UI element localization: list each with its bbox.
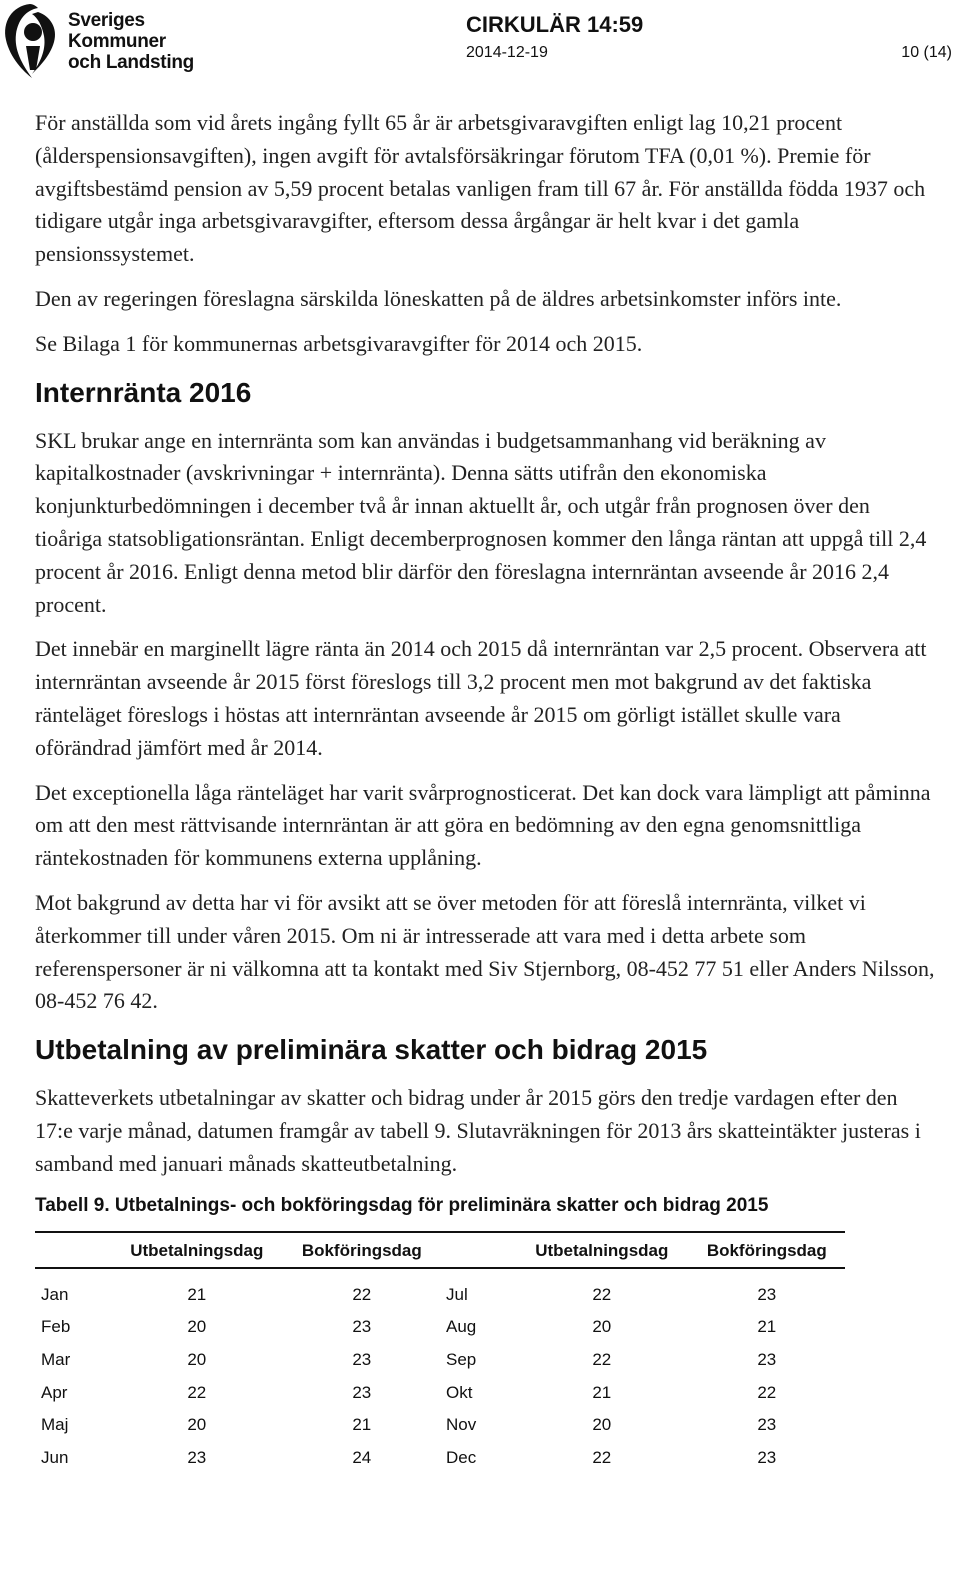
table-cell-value: 22 (352, 1284, 372, 1304)
paragraph-contact: Mot bakgrund av detta har vi för avsikt att se över metoden för att föreslå internränta, vilket vi återkommer till under våren 2015. Om ni är intresserade att vara med i detta arbete som referenspersoner är ni välkomna att ta kontakt med Siv Stjernborg, 08-452 77 51 eller Anders Nilsson, 08-452 76 42. (35, 889, 935, 1014)
table-cell-value: 22 (187, 1382, 207, 1402)
table-cell-month: Apr (41, 1382, 68, 1402)
table-cell-month: Maj (41, 1415, 69, 1435)
table-cell-value: 21 (592, 1382, 612, 1402)
paragraph-interest-forecast: Det exceptionella låga ränteläget har varit svårprognosticerat. Det kan dock vara lämpligt att påminna om att den mest rättvisande internräntan är att göra en bedömning av den egna genomsnittliga räntekostnaden för kommunens externa upplåning. (35, 779, 931, 871)
table-cell-value: 20 (187, 1349, 207, 1369)
table-row (35, 1409, 845, 1442)
table-cell-value: 22 (592, 1349, 612, 1369)
table-cell-value: 21 (187, 1284, 207, 1304)
heading-internranta: Internränta 2016 (35, 376, 252, 408)
column-header-utbetalningsdag-2: Utbetalningsdag (515, 1232, 689, 1268)
table-cell-month: Nov (445, 1415, 477, 1435)
column-header-month-1 (35, 1232, 110, 1268)
paragraph-internranta-comparison: Det innebär en marginellt lägre ränta än 2014 och 2015 då internräntan var 2,5 procent. Observera att internräntan avseende år 2015 först föreslogs till 3,2 procent men mot bakgrund av det faktiska ränteläget föreslogs i höstas att internräntan avseende år 2015 om görligt istället skulle vara oförändrad jämfört med år 2014. (35, 636, 927, 760)
table-row (35, 1442, 845, 1475)
table-cell-month: Jan (41, 1284, 69, 1304)
logo-line-1: Sveriges (68, 10, 145, 31)
table-cell-value: 23 (757, 1284, 777, 1304)
column-header-utbetalningsdag-1: Utbetalningsdag (110, 1232, 284, 1268)
table-cell-month: Jul (445, 1284, 468, 1304)
table-cell-month: Dec (445, 1448, 477, 1468)
table-cell-value: 23 (757, 1415, 777, 1435)
paragraph-internranta-method: SKL brukar ange en internränta som kan användas i budgetsammanhang vid beräkning av kapitalkostnader (avskrivningar + internränta). Denna sätts utifrån den ekonomiska konjunkturbedömningen i december två år innan aktuellt år, och utgår från prognosen över den tioåriga statsobligationsräntan. Enligt decemberprognosen kommer den långa räntan att uppgå till 2,4 procent år 2016. Enligt denna metod blir därför den föreslagna internräntan avseende år 2016 2,4 procent. (35, 427, 927, 617)
table-cell-value: 23 (352, 1316, 372, 1336)
table-cell-month: Mar (41, 1349, 71, 1369)
table-cell-value: 23 (352, 1349, 372, 1369)
table-cell-value: 23 (757, 1448, 777, 1468)
document-body (35, 107, 940, 1475)
table-cell-value: 22 (592, 1448, 612, 1468)
table-cell-value: 22 (592, 1284, 612, 1304)
skl-logo (2, 2, 192, 80)
table-cell-value: 20 (187, 1415, 207, 1435)
table-row (35, 1343, 845, 1376)
table-cell-value: 22 (757, 1382, 777, 1402)
table-row (35, 1376, 845, 1409)
table-cell-value: 21 (352, 1415, 372, 1435)
logo-line-3: och Landsting (68, 52, 194, 73)
paragraph-payroll-tax: Den av regeringen föreslagna särskilda löneskatten på de äldres arbetsinkomster införs inte. (35, 285, 842, 311)
table-cell-value: 20 (592, 1415, 612, 1435)
table-cell-value: 20 (592, 1316, 612, 1336)
column-header-month-2 (440, 1232, 515, 1268)
document-title: CIRKULÄR 14:59 (466, 12, 644, 37)
heading-utbetalning: Utbetalning av preliminära skatter och bidrag 2015 (35, 1034, 708, 1066)
paragraph-pension-fee: För anställda som vid årets ingång fyllt 65 år är arbetsgivaravgiften enligt lag 10,21 procent (ålderspensionsavgiften), ingen avgift för avtalsförsäkringar förutom TFA (0,01 %). Premie för avgiftsbestämd pension av 5,59 procent betalas vanligen fram till 67 år. För anställda födda 1937 och tidigare utgår inga arbetsgivaravgifter, eftersom dessa årgångar är helt kvar i det gamla pensionssystemet. (35, 110, 926, 267)
table-cell-month: Feb (41, 1316, 71, 1336)
table-cell-value: 23 (187, 1448, 207, 1468)
skl-emblem-icon (2, 2, 64, 80)
table-cell-value: 20 (187, 1316, 207, 1336)
page-number: 10 (14) (901, 44, 952, 61)
logo-wordmark (68, 10, 194, 73)
table-caption: Tabell 9. Utbetalnings- och bokföringsdag för preliminära skatter och bidrag 2015 (35, 1194, 769, 1216)
paragraph-payment-schedule: Skatteverkets utbetalningar av skatter och bidrag under år 2015 görs den tredje vardagen efter den 17:e varje månad, datumen framgår av tabell 9. Slutavräkningen för 2013 års skatteintäkter justeras i samband med januari månads skatteutbetalning. (35, 1085, 921, 1176)
table-row (35, 1268, 845, 1311)
table-cell-month: Okt (445, 1382, 473, 1402)
payment-table (35, 1231, 845, 1475)
logo-line-2: Kommuner (68, 31, 166, 52)
column-header-bokforingsdag-2: Bokföringsdag (689, 1232, 845, 1268)
paragraph-appendix-ref: Se Bilaga 1 för kommunernas arbetsgivaravgifter för 2014 och 2015. (35, 330, 643, 356)
table-row (35, 1311, 845, 1344)
table-cell-month: Sep (445, 1349, 477, 1369)
table-cell-value: 21 (757, 1316, 777, 1336)
document-date: 2014-12-19 (466, 44, 548, 61)
table-cell-value: 24 (352, 1448, 372, 1468)
table-cell-month: Jun (41, 1448, 69, 1468)
table-cell-value: 23 (352, 1382, 372, 1402)
column-header-bokforingsdag-1: Bokföringsdag (284, 1232, 440, 1268)
table-cell-month: Aug (445, 1316, 477, 1336)
table-cell-value: 23 (757, 1349, 777, 1369)
table-header-row (35, 1232, 845, 1268)
